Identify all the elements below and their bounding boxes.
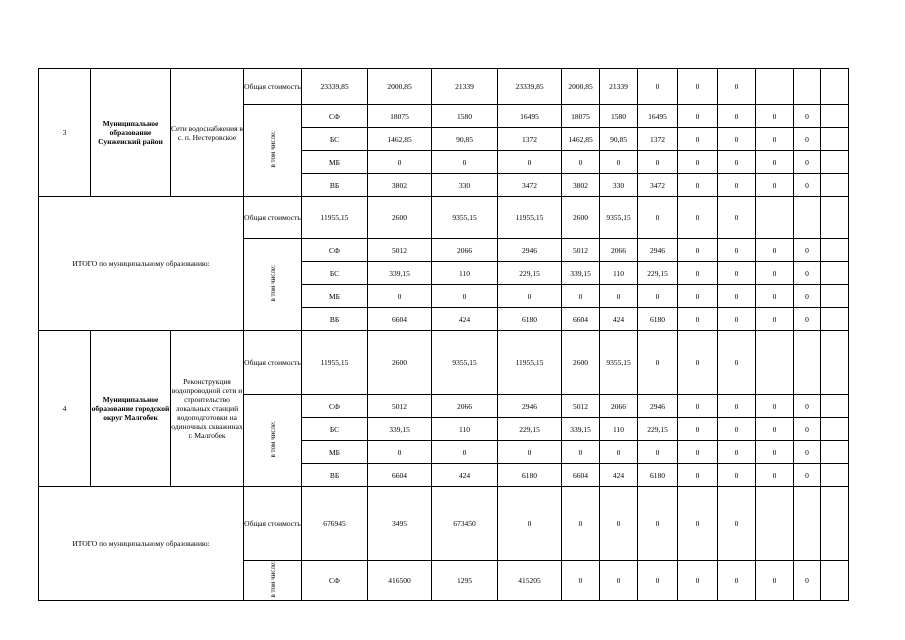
extra-cell [821, 395, 849, 418]
value-cell: 6180 [498, 308, 562, 331]
value-cell: 2946 [638, 395, 678, 418]
value-cell: 11955,15 [302, 331, 368, 395]
source-label: БС [302, 418, 368, 441]
extra-cell: 0 [794, 239, 821, 262]
value-cell: 0 [756, 239, 794, 262]
extra-cell: 0 [794, 151, 821, 174]
value-cell: 110 [432, 262, 498, 285]
source-label: СФ [302, 105, 368, 128]
extra-cell [794, 197, 821, 239]
row-number: 4 [39, 331, 91, 487]
including-label [244, 105, 302, 197]
table-row [39, 197, 849, 239]
value-cell: 5012 [562, 239, 600, 262]
value-cell: 2600 [368, 197, 432, 239]
value-cell: 676945 [302, 487, 368, 561]
extra-cell [821, 418, 849, 441]
value-cell: 0 [678, 197, 718, 239]
extra-cell [821, 239, 849, 262]
value-cell: 2600 [562, 197, 600, 239]
extra-cell [821, 105, 849, 128]
value-cell: 0 [638, 197, 678, 239]
value-cell: 0 [678, 464, 718, 487]
value-cell: 0 [756, 561, 794, 601]
table-body [39, 69, 849, 601]
value-cell: 9355,15 [432, 331, 498, 395]
value-cell: 0 [562, 561, 600, 601]
value-cell: 6604 [562, 308, 600, 331]
extra-cell: 0 [794, 561, 821, 601]
source-label: БС [302, 128, 368, 151]
value-cell: 2946 [498, 239, 562, 262]
value-cell: 2600 [562, 331, 600, 395]
value-cell: 1580 [432, 105, 498, 128]
source-label: СФ [302, 561, 368, 601]
value-cell: 110 [600, 262, 638, 285]
value-cell: 1372 [638, 128, 678, 151]
extra-cell: 0 [794, 128, 821, 151]
source-label: МБ [302, 285, 368, 308]
value-cell: 0 [638, 151, 678, 174]
extra-cell [794, 487, 821, 561]
value-cell: 3802 [368, 174, 432, 197]
extra-cell: 0 [794, 285, 821, 308]
value-cell: 1372 [498, 128, 562, 151]
table-row [39, 69, 849, 105]
value-cell: 0 [678, 262, 718, 285]
value-cell: 2066 [600, 395, 638, 418]
value-cell: 2000,85 [562, 69, 600, 105]
value-cell: 1580 [600, 105, 638, 128]
extra-cell [756, 331, 794, 395]
value-cell: 0 [678, 285, 718, 308]
value-cell: 0 [756, 464, 794, 487]
value-cell: 23339,85 [302, 69, 368, 105]
extra-cell [821, 285, 849, 308]
value-cell: 0 [756, 285, 794, 308]
value-cell: 6604 [368, 464, 432, 487]
value-cell: 3495 [368, 487, 432, 561]
value-cell: 0 [498, 487, 562, 561]
table-row [39, 331, 849, 395]
value-cell: 5012 [368, 239, 432, 262]
extra-cell [756, 197, 794, 239]
extra-cell [821, 151, 849, 174]
value-cell: 0 [368, 285, 432, 308]
value-cell: 0 [498, 151, 562, 174]
value-cell: 229,15 [638, 418, 678, 441]
value-cell: 0 [678, 441, 718, 464]
extra-cell [821, 331, 849, 395]
value-cell: 0 [718, 174, 756, 197]
including-text: в том числе: [268, 561, 277, 598]
value-cell: 0 [718, 69, 756, 105]
value-cell: 0 [718, 262, 756, 285]
value-cell: 424 [600, 308, 638, 331]
total-cost-label: Общая стоимость [244, 69, 302, 105]
extra-cell [821, 128, 849, 151]
value-cell: 0 [756, 395, 794, 418]
value-cell: 0 [756, 441, 794, 464]
including-label [244, 395, 302, 487]
value-cell: 0 [718, 331, 756, 395]
row-number: 3 [39, 69, 91, 197]
value-cell: 0 [718, 239, 756, 262]
value-cell: 0 [600, 285, 638, 308]
extra-cell [794, 69, 821, 105]
value-cell: 0 [718, 285, 756, 308]
value-cell: 11955,15 [302, 197, 368, 239]
value-cell: 9355,15 [600, 331, 638, 395]
value-cell: 330 [600, 174, 638, 197]
value-cell: 2600 [368, 331, 432, 395]
value-cell: 339,15 [562, 262, 600, 285]
value-cell: 0 [638, 69, 678, 105]
value-cell: 339,15 [368, 418, 432, 441]
total-cost-label: Общая стоимость [244, 487, 302, 561]
value-cell: 0 [432, 151, 498, 174]
extra-cell: 0 [794, 105, 821, 128]
value-cell: 0 [432, 285, 498, 308]
value-cell: 0 [600, 441, 638, 464]
value-cell: 0 [562, 285, 600, 308]
value-cell: 2066 [432, 395, 498, 418]
itogo-label: ИТОГО по муниципальному образованию: [39, 197, 244, 331]
value-cell: 0 [678, 105, 718, 128]
value-cell: 0 [718, 197, 756, 239]
object-name: Сети водоснабжения в с. п. Нестеровское [171, 69, 244, 197]
total-cost-label: Общая стоимость [244, 331, 302, 395]
extra-cell [821, 487, 849, 561]
extra-cell [794, 331, 821, 395]
value-cell: 0 [600, 151, 638, 174]
value-cell: 6604 [368, 308, 432, 331]
value-cell: 16495 [638, 105, 678, 128]
source-label: СФ [302, 239, 368, 262]
including-text: в том числе: [268, 265, 277, 302]
including-text: в том числе: [268, 421, 277, 458]
value-cell: 11955,15 [498, 331, 562, 395]
value-cell: 0 [756, 418, 794, 441]
value-cell: 11955,15 [498, 197, 562, 239]
value-cell: 2946 [638, 239, 678, 262]
value-cell: 229,15 [638, 262, 678, 285]
extra-cell [821, 174, 849, 197]
value-cell: 0 [756, 262, 794, 285]
municipality-name: Муниципальное образование Сунженский район [91, 69, 171, 197]
source-label: ВБ [302, 464, 368, 487]
value-cell: 0 [562, 441, 600, 464]
value-cell: 2000,85 [368, 69, 432, 105]
value-cell: 0 [718, 308, 756, 331]
value-cell: 0 [678, 331, 718, 395]
value-cell: 0 [756, 308, 794, 331]
value-cell: 0 [600, 561, 638, 601]
value-cell: 0 [498, 441, 562, 464]
source-label: МБ [302, 151, 368, 174]
extra-cell: 0 [794, 395, 821, 418]
source-label: БС [302, 262, 368, 285]
value-cell: 0 [756, 151, 794, 174]
value-cell: 0 [562, 151, 600, 174]
municipality-name: Муниципальное образование городской округ Малгобек [91, 331, 171, 487]
value-cell: 90,85 [600, 128, 638, 151]
extra-cell [821, 441, 849, 464]
value-cell: 673450 [432, 487, 498, 561]
value-cell: 424 [432, 308, 498, 331]
extra-cell: 0 [794, 464, 821, 487]
value-cell: 0 [678, 308, 718, 331]
extra-cell [821, 262, 849, 285]
including-label [244, 561, 302, 601]
extra-cell [821, 69, 849, 105]
extra-cell [821, 561, 849, 601]
extra-cell [756, 487, 794, 561]
value-cell: 0 [718, 487, 756, 561]
value-cell: 21339 [432, 69, 498, 105]
itogo-label: ИТОГО по муниципальному образованию: [39, 487, 244, 601]
value-cell: 0 [498, 285, 562, 308]
value-cell: 229,15 [498, 418, 562, 441]
value-cell: 0 [756, 105, 794, 128]
source-label: СФ [302, 395, 368, 418]
value-cell: 0 [678, 69, 718, 105]
value-cell: 339,15 [368, 262, 432, 285]
value-cell: 0 [432, 441, 498, 464]
value-cell: 5012 [562, 395, 600, 418]
value-cell: 0 [718, 105, 756, 128]
value-cell: 0 [678, 128, 718, 151]
value-cell: 1295 [432, 561, 498, 601]
value-cell: 330 [432, 174, 498, 197]
value-cell: 110 [432, 418, 498, 441]
value-cell: 9355,15 [432, 197, 498, 239]
value-cell: 424 [600, 464, 638, 487]
value-cell: 0 [638, 561, 678, 601]
value-cell: 6180 [638, 308, 678, 331]
object-name: Реконструкция водопроводной сети и строительство локальных станций водоподготовки на одиночных скважинах г. Малгобек [171, 331, 244, 487]
value-cell: 3802 [562, 174, 600, 197]
value-cell: 0 [638, 331, 678, 395]
value-cell: 229,15 [498, 262, 562, 285]
value-cell: 0 [678, 418, 718, 441]
value-cell: 2066 [432, 239, 498, 262]
value-cell: 0 [718, 464, 756, 487]
value-cell: 21339 [600, 69, 638, 105]
value-cell: 0 [678, 151, 718, 174]
value-cell: 23339,85 [498, 69, 562, 105]
value-cell: 1462,85 [368, 128, 432, 151]
value-cell: 6180 [498, 464, 562, 487]
table-row [39, 487, 849, 561]
extra-cell [821, 464, 849, 487]
value-cell: 2946 [498, 395, 562, 418]
value-cell: 0 [718, 441, 756, 464]
including-text: в том числе: [268, 131, 277, 168]
extra-cell: 0 [794, 308, 821, 331]
investment-table [38, 68, 849, 601]
value-cell: 416500 [368, 561, 432, 601]
value-cell: 0 [638, 285, 678, 308]
value-cell: 424 [432, 464, 498, 487]
source-label: МБ [302, 441, 368, 464]
value-cell: 0 [718, 418, 756, 441]
value-cell: 0 [368, 441, 432, 464]
value-cell: 0 [718, 561, 756, 601]
value-cell: 110 [600, 418, 638, 441]
value-cell: 415205 [498, 561, 562, 601]
total-cost-label: Общая стоимость [244, 197, 302, 239]
extra-cell [756, 69, 794, 105]
value-cell: 0 [678, 561, 718, 601]
value-cell: 18075 [368, 105, 432, 128]
value-cell: 339,15 [562, 418, 600, 441]
value-cell: 0 [562, 487, 600, 561]
source-label: ВБ [302, 308, 368, 331]
value-cell: 1462,85 [562, 128, 600, 151]
extra-cell: 0 [794, 174, 821, 197]
value-cell: 9355,15 [600, 197, 638, 239]
value-cell: 16495 [498, 105, 562, 128]
value-cell: 0 [718, 151, 756, 174]
value-cell: 6180 [638, 464, 678, 487]
extra-cell: 0 [794, 441, 821, 464]
value-cell: 0 [638, 441, 678, 464]
value-cell: 0 [678, 174, 718, 197]
value-cell: 90,85 [432, 128, 498, 151]
value-cell: 0 [678, 395, 718, 418]
value-cell: 0 [368, 151, 432, 174]
value-cell: 3472 [498, 174, 562, 197]
value-cell: 0 [678, 487, 718, 561]
value-cell: 0 [718, 128, 756, 151]
value-cell: 2066 [600, 239, 638, 262]
extra-cell: 0 [794, 262, 821, 285]
value-cell: 0 [756, 174, 794, 197]
value-cell: 3472 [638, 174, 678, 197]
value-cell: 0 [678, 239, 718, 262]
extra-cell: 0 [794, 418, 821, 441]
value-cell: 5012 [368, 395, 432, 418]
extra-cell [821, 197, 849, 239]
value-cell: 6604 [562, 464, 600, 487]
value-cell: 0 [600, 487, 638, 561]
value-cell: 0 [756, 128, 794, 151]
source-label: ВБ [302, 174, 368, 197]
extra-cell [821, 308, 849, 331]
value-cell: 18075 [562, 105, 600, 128]
value-cell: 0 [638, 487, 678, 561]
including-label [244, 239, 302, 331]
value-cell: 0 [718, 395, 756, 418]
